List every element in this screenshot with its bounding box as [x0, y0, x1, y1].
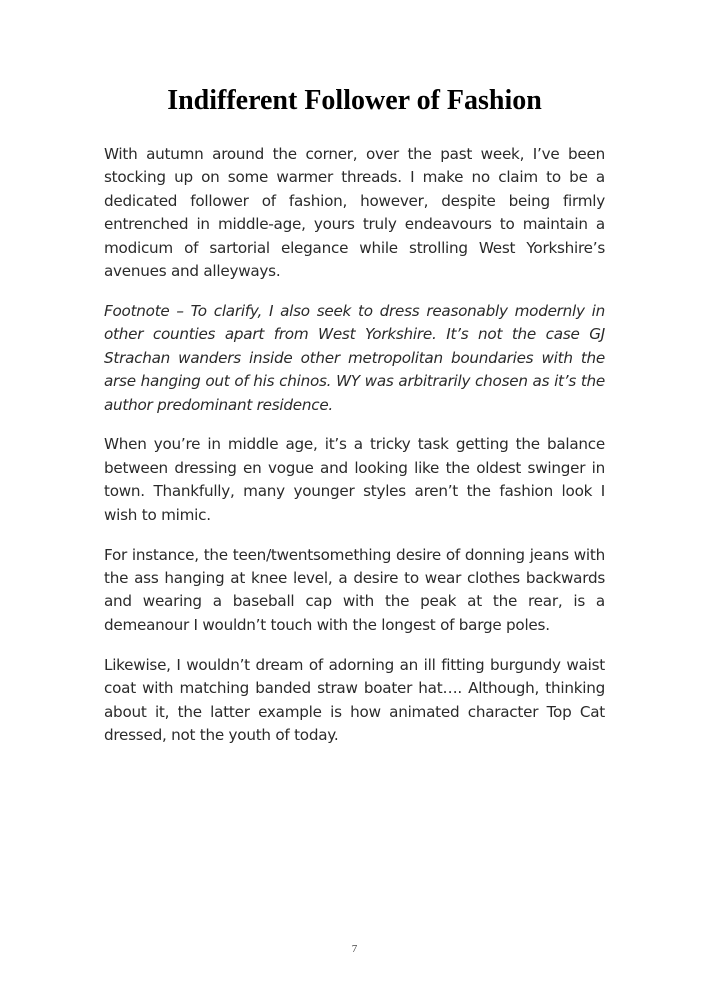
page-number: 7: [351, 943, 358, 955]
article-body: [104, 143, 605, 764]
paragraph-footnote: Footnote – To clarify, I also seek to dress reasonably modernly in other counties apart from West Yorkshire. It’s not the case GJ Strachan wanders inside other metropolitan boundaries with the arse hanging out of his chinos. WY was arbitrarily chosen as it’s the author predominant residence.: [104, 301, 605, 414]
paragraph-intro: With autumn around the corner, over the past week, I’ve been stocking up on some warmer threads. I make no claim to be a dedicated follower of fashion, however, despite being firmly entrenched in middle-age, yours truly endeavours to maintain a modicum of sartorial elegance while strolling West Yorkshire’s avenues and alleyways.: [104, 145, 605, 281]
paragraph-middle-age: When you’re in middle age, it’s a tricky task getting the balance between dressing en vogue and looking like the oldest swinger in town. Thankfully, many younger styles aren’t the fashion look I wish to mimic.: [104, 435, 605, 524]
page-title: Indifferent Follower of Fashion: [167, 85, 542, 116]
paragraph-likewise: Likewise, I wouldn’t dream of adorning an ill fitting burgundy waist coat with matching banded straw boater hat…. Although, thinking about it, the latter example is how animated character Top Cat dressed, not the youth of today.: [104, 655, 605, 744]
paragraph-instance: For instance, the teen/twentsomething desire of donning jeans with the ass hanging at knee level, a desire to wear clothes backwards and wearing a baseball cap with the peak at the rear, is a demeanour I wouldn’t touch with the longest of barge poles.: [104, 545, 605, 634]
